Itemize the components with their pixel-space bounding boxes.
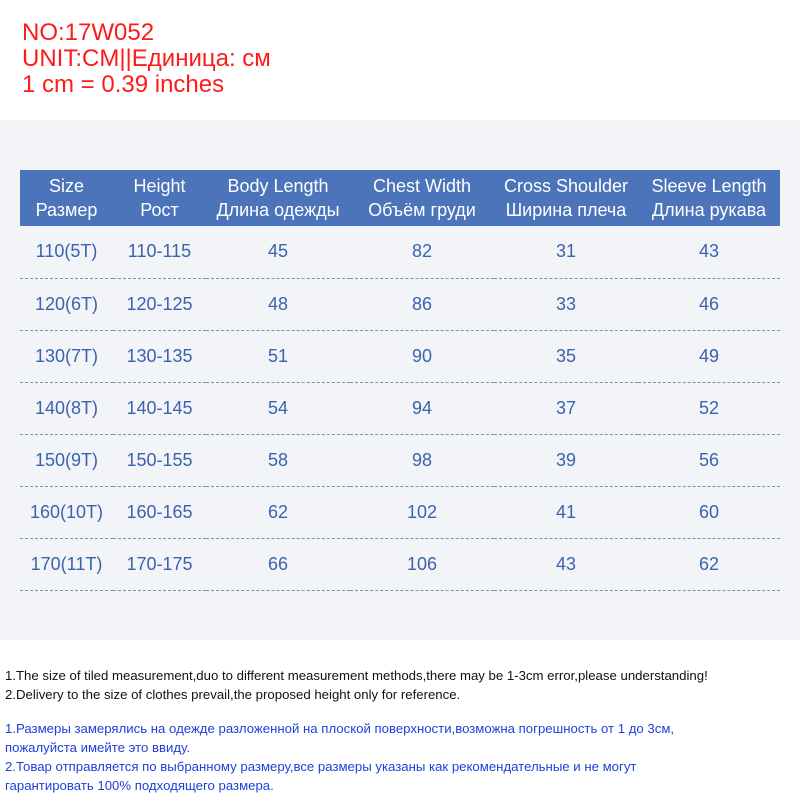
table-row xyxy=(20,434,780,486)
cell-size: 110(5T) xyxy=(20,226,113,278)
cell-size: 160(10T) xyxy=(20,486,113,538)
note-ru-1b: пожалуйста имейте это ввиду. xyxy=(5,740,190,755)
cell-body-length: 58 xyxy=(206,434,350,486)
column-header-ru: Длина одежды xyxy=(216,200,340,220)
table-row xyxy=(20,226,780,278)
cell-cross-shoulder: 37 xyxy=(494,382,638,434)
table-row xyxy=(20,278,780,330)
table-header-row xyxy=(20,170,780,226)
column-header-height xyxy=(113,170,206,226)
cell-height: 150-155 xyxy=(113,434,206,486)
cell-cross-shoulder: 39 xyxy=(494,434,638,486)
cell-size: 150(9T) xyxy=(20,434,113,486)
cell-height: 130-135 xyxy=(113,330,206,382)
cell-sleeve-length: 56 xyxy=(638,434,780,486)
cell-size: 140(8T) xyxy=(20,382,113,434)
column-header-en: Height xyxy=(133,176,186,196)
cell-cross-shoulder: 31 xyxy=(494,226,638,278)
column-header-en: Chest Width xyxy=(372,176,472,196)
column-header-body-length xyxy=(206,170,350,226)
cell-body-length: 66 xyxy=(206,538,350,590)
cell-chest-width: 106 xyxy=(350,538,494,590)
column-header-ru: Объём груди xyxy=(368,200,476,220)
size-chart-panel xyxy=(0,120,800,640)
note-en-1: 1.The size of tiled measurement,duo to different measurement methods,there may be 1-3cm error,please understanding! xyxy=(5,668,708,683)
note-ru-2a: 2.Товар отправляется по выбранному размеру,все размеры указаны как рекомендательные и не могут xyxy=(5,759,637,774)
column-header-ru: Ширина плеча xyxy=(505,200,627,220)
cell-cross-shoulder: 43 xyxy=(494,538,638,590)
column-header-en: Body Length xyxy=(227,176,329,196)
column-header-chest-width xyxy=(350,170,494,226)
cell-body-length: 54 xyxy=(206,382,350,434)
column-header-en: Cross Shoulder xyxy=(503,176,629,196)
product-number: NO:17W052 xyxy=(22,19,155,46)
cell-size: 120(6T) xyxy=(20,278,113,330)
cell-body-length: 62 xyxy=(206,486,350,538)
cell-chest-width: 86 xyxy=(350,278,494,330)
size-table xyxy=(20,170,780,591)
unit-conversion: 1 cm = 0.39 inches xyxy=(22,71,225,98)
column-header-ru: Рост xyxy=(140,200,179,220)
column-header-en: Sleeve Length xyxy=(651,176,767,196)
cell-body-length: 45 xyxy=(206,226,350,278)
cell-chest-width: 98 xyxy=(350,434,494,486)
cell-sleeve-length: 62 xyxy=(638,538,780,590)
cell-cross-shoulder: 41 xyxy=(494,486,638,538)
cell-sleeve-length: 60 xyxy=(638,486,780,538)
cell-body-length: 51 xyxy=(206,330,350,382)
cell-size: 170(11T) xyxy=(20,538,113,590)
column-header-sleeve-length xyxy=(638,170,780,226)
cell-height: 140-145 xyxy=(113,382,206,434)
column-header-ru: Длина рукава xyxy=(651,200,767,220)
table-row xyxy=(20,382,780,434)
cell-cross-shoulder: 35 xyxy=(494,330,638,382)
cell-sleeve-length: 43 xyxy=(638,226,780,278)
note-en-2: 2.Delivery to the size of clothes prevail,the proposed height only for reference. xyxy=(5,687,461,702)
column-header-cross-shoulder xyxy=(494,170,638,226)
column-header-en: Size xyxy=(48,176,84,196)
unit-label: UNIT:CM||Единица: см xyxy=(22,45,271,72)
note-ru-2b: гарантировать 100% подходящего размера. xyxy=(5,778,274,793)
cell-sleeve-length: 46 xyxy=(638,278,780,330)
table-row xyxy=(20,486,780,538)
cell-chest-width: 82 xyxy=(350,226,494,278)
cell-sleeve-length: 52 xyxy=(638,382,780,434)
notes-section xyxy=(0,640,800,800)
header xyxy=(0,0,800,120)
cell-sleeve-length: 49 xyxy=(638,330,780,382)
cell-chest-width: 94 xyxy=(350,382,494,434)
cell-height: 170-175 xyxy=(113,538,206,590)
table-row xyxy=(20,330,780,382)
cell-chest-width: 102 xyxy=(350,486,494,538)
column-header-ru: Размер xyxy=(35,200,98,220)
cell-body-length: 48 xyxy=(206,278,350,330)
note-ru-1a: 1.Размеры замерялись на одежде разложенной на плоской поверхности,возможна погрешность от 1 до 3см, xyxy=(5,721,675,736)
table-row xyxy=(20,538,780,590)
column-header-size xyxy=(20,170,113,226)
cell-cross-shoulder: 33 xyxy=(494,278,638,330)
cell-height: 120-125 xyxy=(113,278,206,330)
cell-height: 110-115 xyxy=(113,226,206,278)
cell-size: 130(7T) xyxy=(20,330,113,382)
cell-height: 160-165 xyxy=(113,486,206,538)
cell-chest-width: 90 xyxy=(350,330,494,382)
